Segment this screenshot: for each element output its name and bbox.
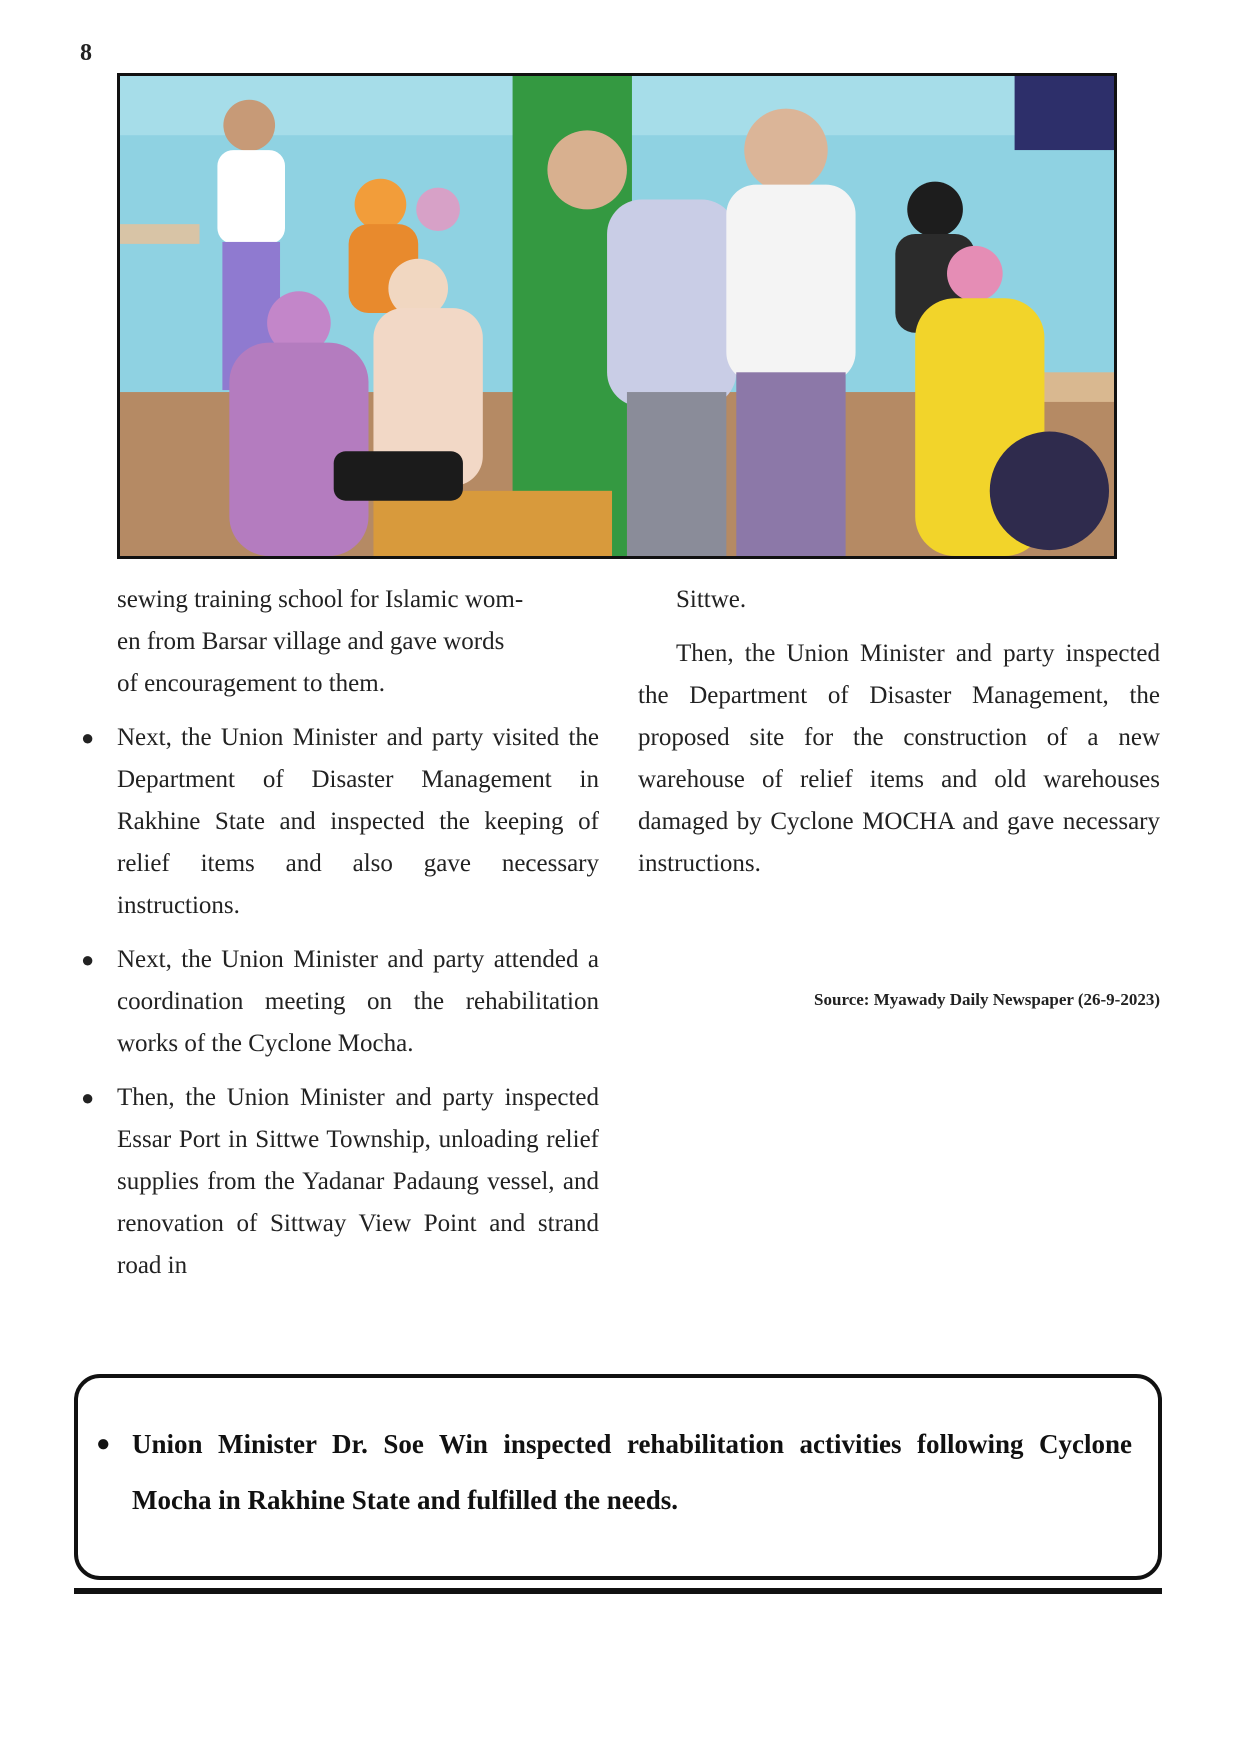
intro-line-1: sewing training school for Islamic wom- xyxy=(117,586,524,613)
bullet-text: Next, the Union Minister and party attended a coordination meeting on the rehabilitation works of the Cyclone Mocha. xyxy=(117,946,599,1057)
source-credit: Source: Myawady Daily Newspaper (26-9-2023) xyxy=(814,990,1160,1009)
bullet-icon: ● xyxy=(96,1431,111,1457)
bullet-item xyxy=(81,1077,599,1287)
left-column xyxy=(81,579,599,1287)
intro-line-2: en from Barsar village and gave words xyxy=(117,628,505,655)
photo-sewing-class-visit-icon xyxy=(120,76,1114,556)
bullet-icon: ● xyxy=(81,725,95,750)
intro-line-3: of encouragement to them. xyxy=(117,670,385,697)
summary-callout-box xyxy=(74,1374,1162,1580)
continuation-text: Sittwe. xyxy=(676,586,747,613)
news-photo xyxy=(117,73,1117,559)
bullet-list xyxy=(81,717,599,1287)
bullet-text: Next, the Union Minister and party visited the Department of Disaster Management in Rakhine State and inspected the keeping of relief items and also gave necessary instructions. xyxy=(117,724,599,919)
bullet-icon: ● xyxy=(81,1085,95,1110)
bottom-rule xyxy=(74,1588,1162,1594)
callout-text: Union Minister Dr. Soe Win inspected rehabilitation activities following Cyclone Mocha in Rakhine State and fulfilled the needs. xyxy=(132,1429,1132,1515)
right-paragraph: Then, the Union Minister and party inspected the Department of Disaster Management, the proposed site for the construction of a new warehouse of relief items and old warehouses damaged by Cyclone MOCHA and gave necessary instructions. xyxy=(638,640,1160,877)
bullet-item xyxy=(81,717,599,927)
page-number: 8 xyxy=(80,40,92,66)
callout-item xyxy=(96,1416,1132,1528)
right-column xyxy=(638,579,1160,885)
bullet-icon: ● xyxy=(81,947,95,972)
bullet-text: Then, the Union Minister and party inspected Essar Port in Sittwe Township, unloading relief supplies from the Yadanar Padaung vessel, and renovation of Sittway View Point and strand road in xyxy=(117,1084,599,1279)
bullet-item xyxy=(81,939,599,1065)
